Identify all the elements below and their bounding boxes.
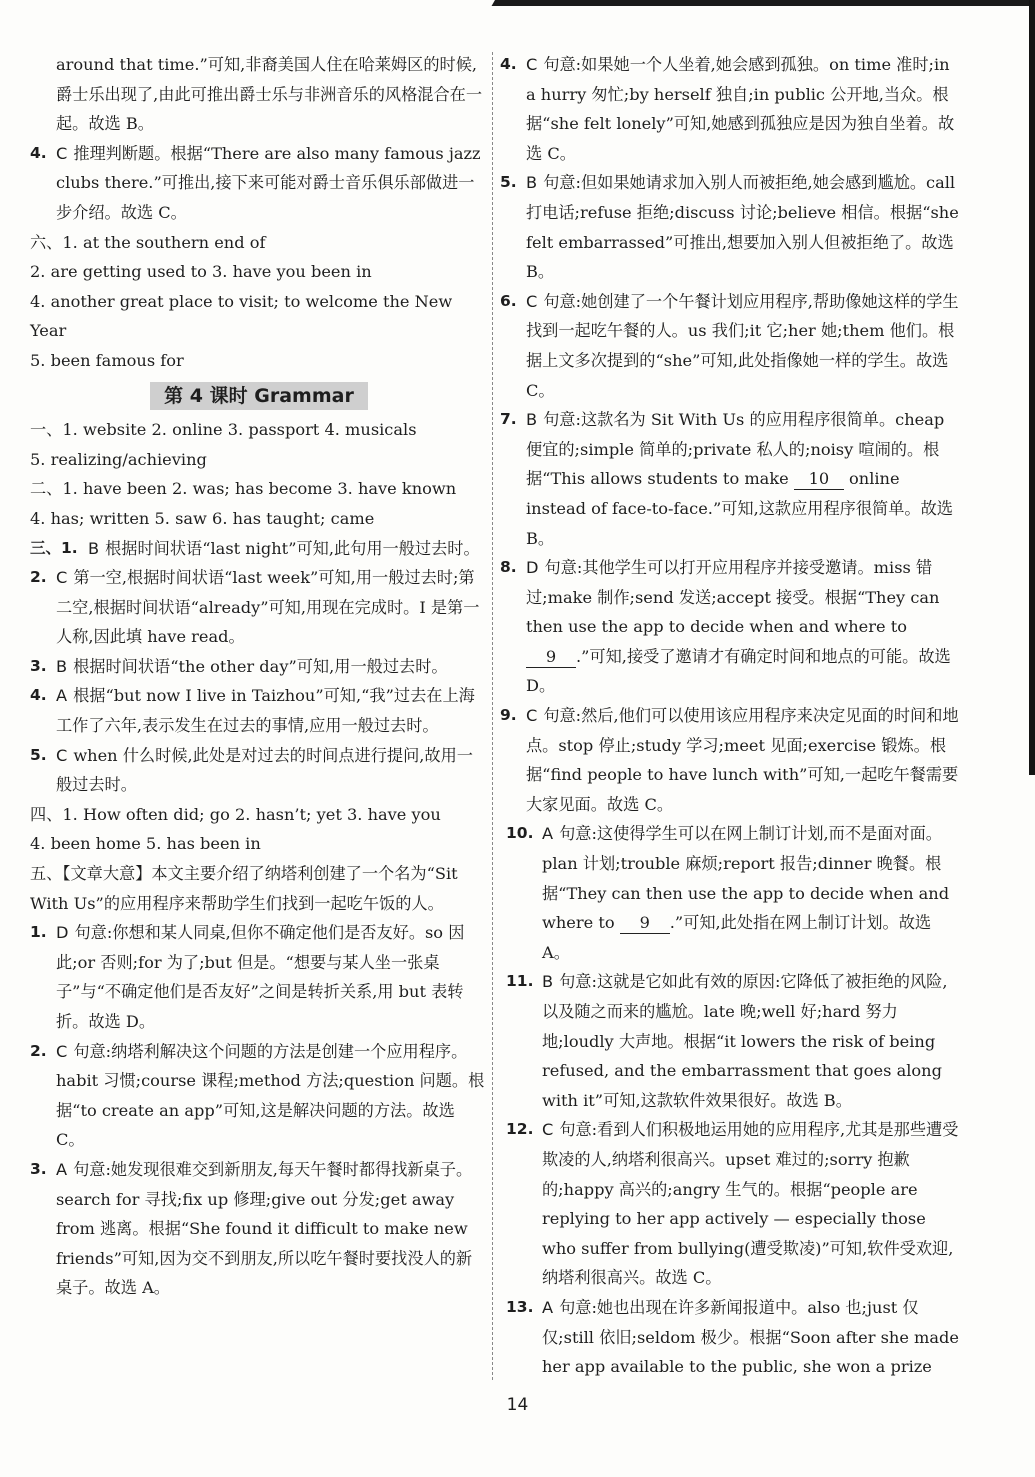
- item-number: 8.: [500, 558, 517, 577]
- intro-continuation: around that time.”可知,非裔美国人住在哈莱姆区的时候,爵士乐出现了,由此可推出爵士乐与非洲音乐的风格混合在一起。故选 B。: [56, 55, 483, 134]
- answer-blank: 9: [620, 913, 670, 934]
- answer-item: [30, 563, 488, 652]
- item-number: 4.: [30, 143, 47, 162]
- answer-item: [30, 681, 488, 740]
- explanation: 句意:纳塔利解决这个问题的方法是创建一个应用程序。habit 习惯;course 课程;method 方法;question 问题。根据“to create an app”可知,这是解决问题的方法。故选 C。: [56, 1041, 485, 1150]
- explanation: 句意:看到人们积极地运用她的应用程序,尤其是那些遭受欺凌的人,纳塔利很高兴。upset 难过的;sorry 抱歉的;happy 高兴的;angry 生气的。根据“people are replying to her app actively — especially those who suffer from bullying(遭受欺凌)”可知,软件受欢迎,纳塔利很高兴。故选 C。: [542, 1120, 959, 1288]
- answer-item: [30, 918, 488, 1036]
- section-six: [30, 228, 488, 376]
- explanation: 根据时间状语“the other day”可知,用一般过去时。: [73, 656, 448, 676]
- explanation: 推理判断题。根据“There are also many famous jazz clubs there.”可推出,接下来可能对爵士音乐俱乐部做进一步介绍。故选 C。: [56, 143, 481, 222]
- answer-letter: B: [542, 972, 554, 992]
- answer-letter: C: [56, 745, 68, 765]
- explanation: 句意:她发现很难交到新朋友,每天午餐时都得找新桌子。search for 寻找;fix up 修理;give out 分发;get away from 逃离。根据“She found it difficult to make new friends”可知,因为交不到朋友,所以吃午餐时要找没人的新桌子。故选 A。: [56, 1159, 473, 1298]
- answer-line: 二、1. have been 2. was; has become 3. have known: [30, 479, 457, 499]
- answer-letter: A: [56, 1159, 68, 1179]
- item-number: 6.: [500, 291, 517, 310]
- answer-letter: A: [542, 824, 554, 844]
- answer-letter: C: [56, 1041, 68, 1061]
- section-five-summary: 五、【文章大意】本文主要介绍了纳塔利创建了一个名为“Sit With Us”的应用程序来帮助学生们找到一起吃午饭的人。: [30, 864, 458, 913]
- explanation: 第一空,根据时间状语“last week”可知,用一般过去时;第二空,根据时间状语“already”可知,用现在完成时。I 是第一人称,因此填 have read。: [56, 568, 480, 647]
- explanation: 句意:这款名为 Sit With Us 的应用程序很简单。cheap 便宜的;simple 简单的;private 私人的;noisy 喧闹的。根据“This allows students to make: [526, 410, 945, 489]
- item-number: 9.: [500, 706, 517, 725]
- explanation: 句意:如果她一个人坐着,她会感到孤独。on time 准时;in a hurry 匆忙;by herself 独自;in public 公开地,当众。根据“she felt lonely”可知,她感到孤独应是因为独自坐着。故选 C。: [526, 55, 955, 163]
- explanation: 句意:其他学生可以打开应用程序并接受邀请。miss 错过;make 制作;send 发送;accept 接受。根据“They can then use the app to decide when and where to: [526, 558, 940, 637]
- answer-letter: C: [526, 291, 538, 311]
- page-edge-shadow: [1029, 0, 1035, 775]
- item-number: 5.: [500, 173, 517, 192]
- item-number: 5.: [30, 745, 47, 764]
- answer-item: [500, 287, 960, 405]
- item-number: 13.: [506, 1297, 534, 1316]
- section-five-left: [30, 918, 488, 1303]
- item-number: 7.: [500, 410, 517, 429]
- answer-item: [500, 553, 960, 701]
- answer-line: 四、1. How often did; go 2. hasn’t; yet 3. have you: [30, 804, 441, 824]
- section-heading: [30, 382, 488, 412]
- answer-line: 4. has; written 5. saw 6. has taught; came: [30, 508, 375, 528]
- item-number: 11.: [506, 972, 534, 991]
- answer-item: [500, 967, 960, 1115]
- answer-item: [500, 50, 960, 168]
- item-number: 2.: [30, 1041, 47, 1060]
- answer-item: [30, 534, 488, 564]
- section-three: [30, 534, 488, 800]
- explanation: 句意:这就是它如此有效的原因:它降低了被拒绝的风险,以及随之而来的尴尬。late 晚;well 好;hard 努力地;loudly 大声地。根据“it lowers the risk of being refused, and the embarrassment that goes along with it”可知,这款软件效果很好。故选 B。: [542, 972, 948, 1110]
- answer-item: [500, 405, 960, 553]
- section-title-text: 第 4 课时 Grammar: [150, 382, 368, 410]
- answer-letter: B: [526, 173, 538, 193]
- item-number: 3.: [30, 656, 47, 675]
- right-column: [500, 50, 960, 1382]
- answer-line: 2. are getting used to 3. have you been in: [30, 262, 372, 282]
- item-number: 3.: [30, 1159, 47, 1178]
- answer-letter: D: [56, 923, 69, 943]
- answer-item: [500, 1115, 960, 1293]
- answer-letter: C: [542, 1120, 554, 1140]
- answer-item: [500, 168, 960, 286]
- section-four: [30, 800, 488, 859]
- page-corner-shadow: [492, 0, 1035, 6]
- answer-letter: C: [56, 568, 68, 588]
- item-number: 1.: [30, 923, 47, 942]
- answer-letter: A: [542, 1297, 554, 1317]
- explanation: 句意:但如果她请求加入别人而被拒绝,她会感到尴尬。call 打电话;refuse 拒绝;discuss 讨论;believe 相信。根据“she felt embarrassed”可推出,想要加入别人但被拒绝了。故选 B。: [526, 173, 959, 282]
- item-number: 2.: [30, 568, 47, 587]
- left-column: [30, 50, 488, 1303]
- answer-line: 一、1. website 2. online 3. passport 4. musicals: [30, 420, 417, 440]
- answer-line: 5. been famous for: [30, 350, 184, 370]
- explanation: 根据时间状语“last night”可知,此句用一般过去时。: [105, 538, 480, 558]
- answer-letter: B: [88, 538, 100, 558]
- item-number: 4.: [30, 686, 47, 705]
- explanation: 句意:然后,他们可以使用该应用程序来决定见面的时间和地点。stop 停止;study 学习;meet 见面;exercise 锻炼。根据“find people to have lunch with”可知,一起吃午餐需要大家见面。故选 C。: [526, 706, 959, 814]
- answer-letter: D: [526, 558, 539, 578]
- answer-line: 4. another great place to visit; to welcome the New Year: [30, 291, 453, 341]
- answer-item: [30, 1155, 488, 1303]
- section-one: [30, 415, 488, 474]
- answer-item: [30, 741, 488, 800]
- explanation: 句意:她也出现在许多新闻报道中。also 也;just 仅仅;still 依旧;seldom 极少。根据“Soon after she made her app available to the public, she won a prize: [542, 1297, 960, 1377]
- answer-line: 4. been home 5. has been in: [30, 834, 261, 854]
- answer-letter: C: [56, 143, 68, 163]
- explanation: .”可知,接受了邀请才有确定时间和地点的可能。故选 D。: [526, 646, 951, 696]
- item-number: 12.: [506, 1120, 534, 1139]
- column-divider: [492, 52, 493, 1380]
- explanation: .”可知,此处指在网上制订计划。故选 A。: [542, 913, 932, 962]
- answer-item: [30, 1037, 488, 1155]
- item-number: 三、1.: [30, 538, 78, 557]
- answer-letter: B: [526, 410, 538, 430]
- answer-blank: 9: [526, 647, 576, 668]
- section-two: [30, 474, 488, 533]
- explanation: 句意:这使得学生可以在网上制订计划,而不是面对面。plan 计划;trouble 麻烦;report 报告;dinner 晚餐。根据“They can then use the app to decide when and where to: [542, 824, 950, 933]
- answer-letter: C: [526, 55, 538, 74]
- answer-line: 5. realizing/achieving: [30, 449, 207, 469]
- page-number: 14: [506, 1395, 529, 1415]
- answer-letter: B: [56, 656, 68, 676]
- item-number: 10.: [506, 824, 534, 843]
- item-number: 4.: [500, 55, 517, 73]
- answer-item: [30, 139, 488, 228]
- explanation: 句意:你想和某人同桌,但你不确定他们是否友好。so 因此;or 否则;for 为了;but 但是。“想要与某人坐一张桌子”与“不确定他们是否友好”之间是转折关系,用 but 表转折。故选 D。: [56, 923, 465, 1031]
- answer-letter: A: [56, 686, 68, 706]
- answer-line: 六、1. at the southern end of: [30, 232, 266, 252]
- explanation: when 什么时候,此处是对过去的时间点进行提问,故用一般过去时。: [56, 745, 473, 795]
- explanation: online instead of face-to-face.”可知,这款应用程序很简单。故选 B。: [526, 469, 953, 548]
- answer-item: [30, 652, 488, 682]
- answer-item: [500, 701, 960, 819]
- answer-blank: 10: [794, 469, 844, 490]
- answer-item: [500, 819, 960, 967]
- answer-letter: C: [526, 706, 538, 726]
- answer-item: [500, 1293, 960, 1382]
- explanation: 句意:她创建了一个午餐计划应用程序,帮助像她这样的学生找到一起吃午餐的人。us 我们;it 它;her 她;them 他们。根据上文多次提到的“she”可知,此处指像她一样的学生。故选 C。: [526, 291, 959, 400]
- explanation: 根据“but now I live in Taizhou”可知,“我”过去在上海工作了六年,表示发生在过去的事情,应用一般过去时。: [56, 686, 475, 736]
